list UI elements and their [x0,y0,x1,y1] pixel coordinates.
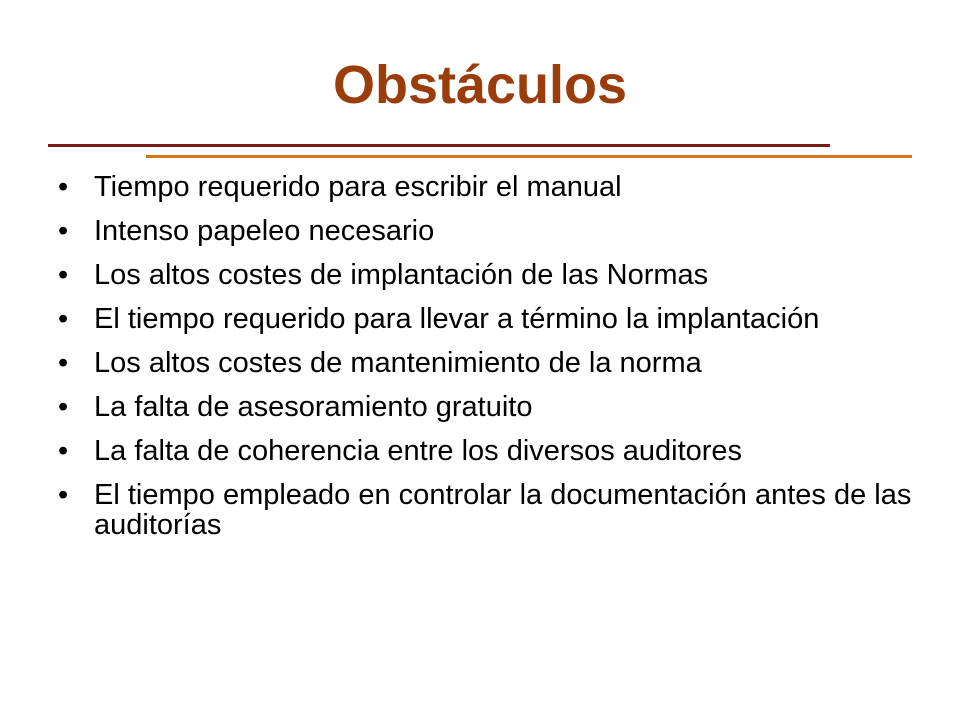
title-underline-accent [146,155,912,158]
bullet-item [58,436,918,466]
bullet-text: Tiempo requerido para escribir el manual [94,171,622,203]
bullet-dot-icon: • [58,479,69,511]
title-underline-dark [48,144,830,147]
bullet-dot-icon: • [58,259,69,291]
bullet-dot-icon: • [58,347,69,379]
bullet-item [58,392,918,422]
bullet-text: Intenso papeleo necesario [94,215,435,247]
bullet-item [58,304,918,334]
bullet-dot-icon: • [58,171,69,203]
bullet-text: La falta de coherencia entre los diversos auditores [94,435,743,467]
bullet-text: Los altos costes de mantenimiento de la norma [94,347,702,379]
bullet-text: Los altos costes de implantación de las Normas [94,259,709,291]
bullet-item [58,260,918,290]
bullet-dot-icon: • [58,435,69,467]
bullet-text: El tiempo empleado en controlar la documentación antes de las auditorías [94,479,912,541]
bullet-dot-icon: • [58,303,69,335]
bullet-item [58,172,918,202]
bullet-item [58,216,918,246]
bullet-dot-icon: • [58,215,69,247]
bullet-item [58,480,918,540]
bullet-text: La falta de asesoramiento gratuito [94,391,533,423]
bullet-dot-icon: • [58,391,69,423]
bullet-item [58,348,918,378]
bullet-list [58,172,918,554]
bullet-text: El tiempo requerido para llevar a término la implantación [94,303,820,335]
slide-title: Obstáculos [332,55,628,115]
